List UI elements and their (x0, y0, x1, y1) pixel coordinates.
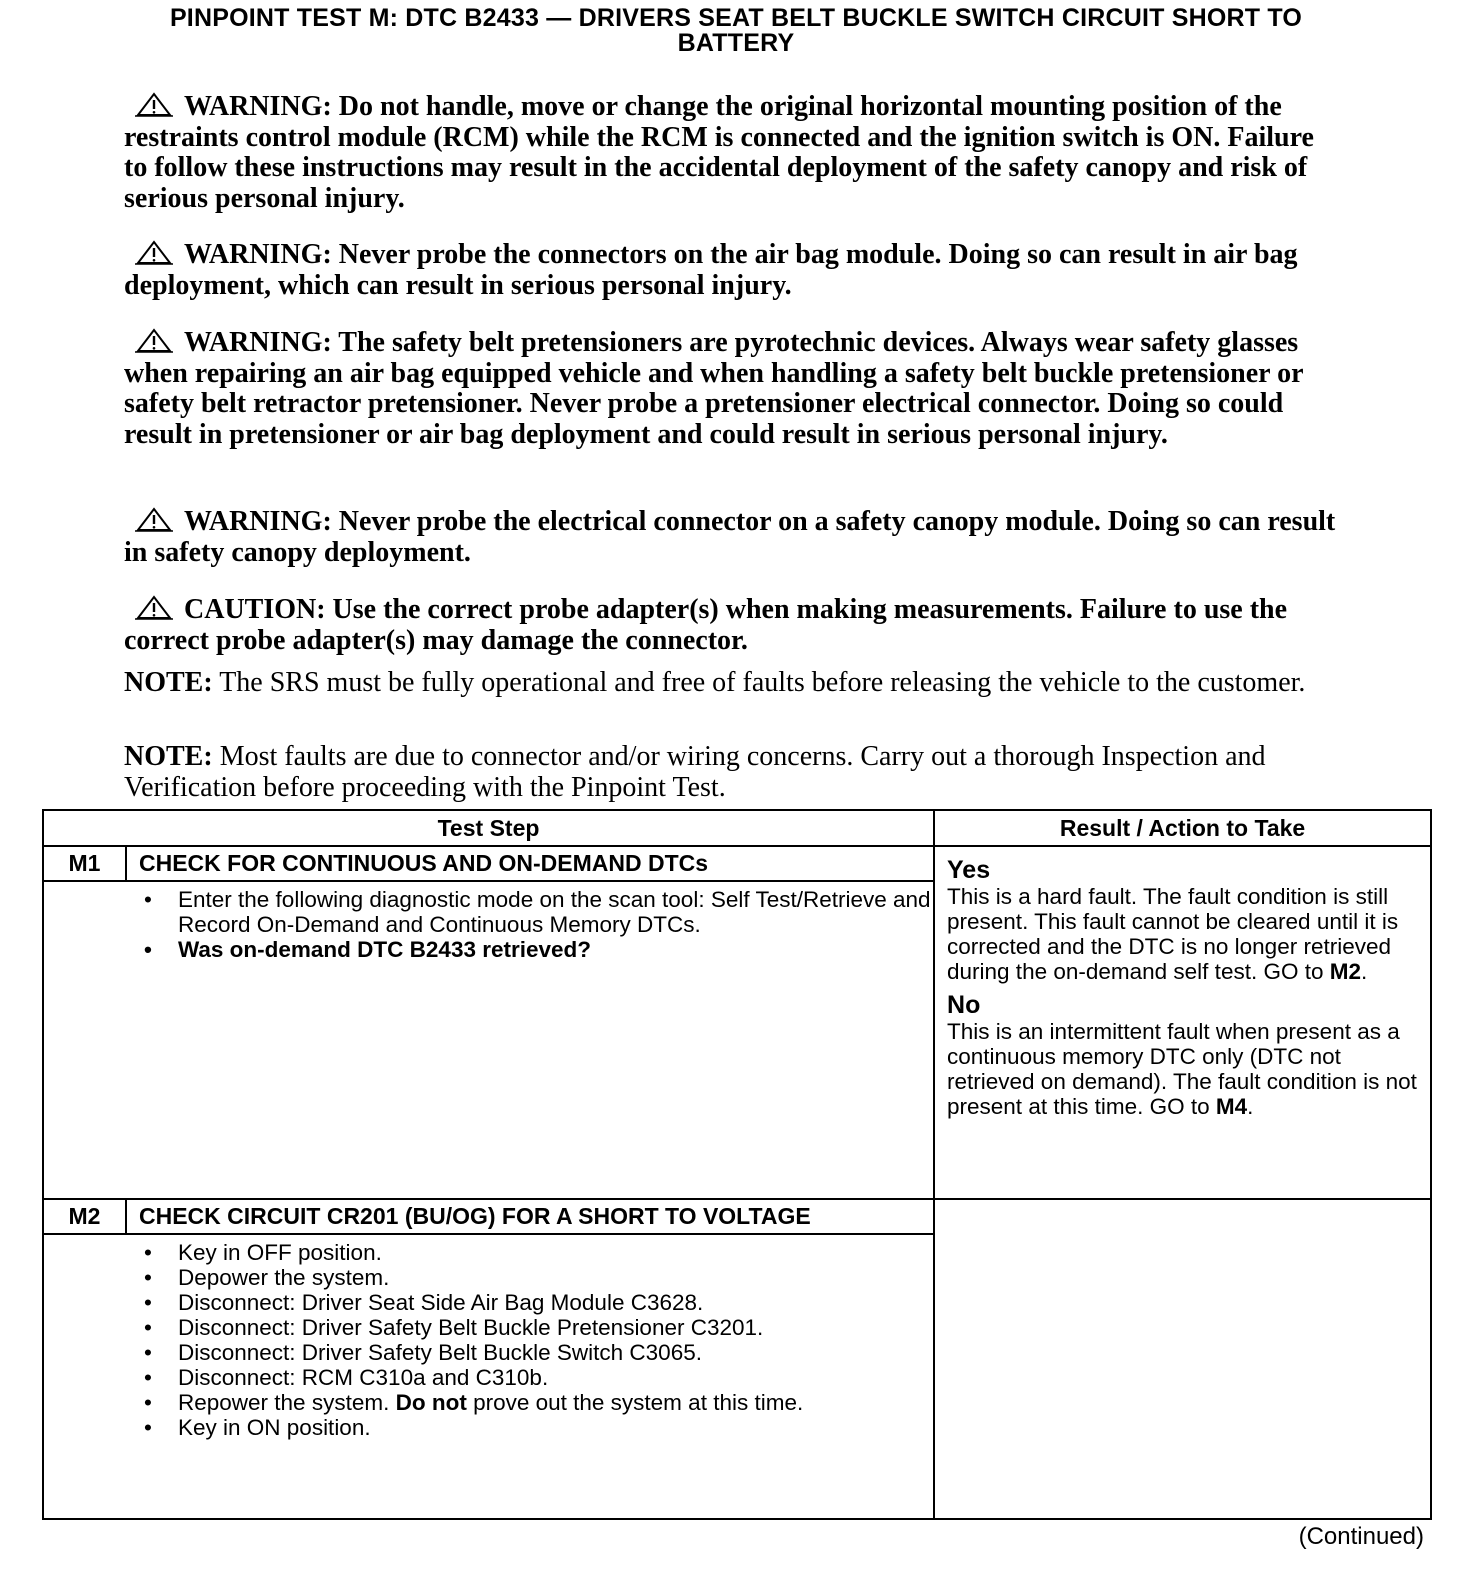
continued-label: (Continued) (1298, 1523, 1424, 1550)
title-line-1: PINPOINT TEST M: DTC B2433 — DRIVERS SEAT BELT BUCKLE SWITCH CIRCUIT SHORT TO (169, 4, 1303, 32)
warning-triangle-icon (134, 239, 174, 265)
step-id-spacer (43, 1234, 126, 1519)
pinpoint-test-table (42, 809, 1432, 1520)
warning-text: WARNING: Never probe the electrical connector on a safety canopy module. Doing so can result in safety canopy deployment. (124, 506, 1336, 568)
note-2 (124, 742, 1364, 803)
warning-triangle-icon (134, 327, 174, 353)
step-m2-body (126, 1234, 934, 1519)
step-id: M2 (43, 1199, 126, 1234)
warning-triangle-icon (134, 91, 174, 117)
warning-triangle-icon (134, 506, 174, 532)
step-title: CHECK CIRCUIT CR201 (BU/OG) FOR A SHORT TO VOLTAGE (126, 1199, 934, 1234)
column-header-result: Result / Action to Take (934, 810, 1431, 846)
caution-text: CAUTION: Use the correct probe adapter(s) when making measurements. Failure to use the correct probe adapter(s) may damage the connector. (124, 594, 1288, 656)
step-m2-bullets (126, 1240, 933, 1440)
caution-1 (124, 594, 1344, 656)
list-item: • Disconnect: Driver Seat Side Air Bag Module C3628. (126, 1290, 933, 1315)
step-m1-bullets (126, 887, 933, 962)
note-1 (124, 668, 1364, 699)
result-yes-label: Yes (947, 856, 991, 884)
warning-3 (124, 327, 1344, 450)
note-text: Most faults are due to connector and/or wiring concerns. Carry out a thorough Inspection and Verification before proceeding with the Pinpoint Test. (124, 741, 1266, 803)
note-text: The SRS must be fully operational and free of faults before releasing the vehicle to the customer. (219, 667, 1306, 698)
warning-text: WARNING: Do not handle, move or change the original horizontal mounting position of the restraints control module (RCM) while the RCM is connected and the ignition switch is ON. Failure to follow these instructions may result in the accidental deployment of the safety canopy and risk of serious personal injury. (124, 91, 1314, 214)
goto-step-link: M2 (1329, 959, 1361, 984)
list-item: • Repower the system. Do not prove out the system at this time. (126, 1390, 933, 1415)
step-id-spacer (43, 881, 126, 1199)
warning-2 (124, 239, 1344, 301)
step-m1-results (934, 846, 1431, 1199)
page-title (60, 6, 1412, 56)
note-label: NOTE: (124, 667, 213, 698)
result-no-text: This is an intermittent fault when present as a continuous memory DTC only (DTC not retrieved on demand). The fault condition is not present at this time. GO to M4. (947, 1019, 1417, 1119)
goto-step-link: M4 (1215, 1094, 1248, 1119)
warning-4 (124, 506, 1344, 568)
warning-text: WARNING: The safety belt pretensioners are pyrotechnic devices. Always wear safety glasses when repairing an air bag equipped vehicle and when handling a safety belt buckle pretensioner or safety belt retractor pretensioner. Never probe a pretensioner electrical connector. Doing so could result in pretensioner or air bag deployment and could result in serious personal injury. (124, 327, 1304, 450)
list-item: • Disconnect: Driver Safety Belt Buckle Switch C3065. (126, 1340, 933, 1365)
step-m1-body (126, 881, 934, 1199)
step-question: • Was on-demand DTC B2433 retrieved? (126, 937, 933, 962)
title-line-2: BATTERY (677, 29, 795, 57)
list-item: • Key in ON position. (126, 1415, 933, 1440)
warning-text: WARNING: Never probe the connectors on the air bag module. Doing so can result in air bag deployment, which can result in serious personal injury. (124, 239, 1298, 301)
column-header-test-step: Test Step (43, 810, 934, 846)
list-item: • Enter the following diagnostic mode on the scan tool: Self Test/Retrieve and Record On-Demand and Continuous Memory DTCs. (126, 887, 933, 937)
step-id: M1 (43, 846, 126, 881)
step-title: CHECK FOR CONTINUOUS AND ON-DEMAND DTCs (126, 846, 934, 881)
result-no-label: No (947, 991, 981, 1019)
list-item: • Disconnect: RCM C310a and C310b. (126, 1365, 933, 1390)
list-item: • Disconnect: Driver Safety Belt Buckle Pretensioner C3201. (126, 1315, 933, 1340)
list-item: • Key in OFF position. (126, 1240, 933, 1265)
result-yes-text: This is a hard fault. The fault condition is still present. This fault cannot be cleared until it is corrected and the DTC is no longer retrieved during the on-demand self test. GO to M2. (947, 884, 1399, 984)
warning-triangle-icon (134, 594, 174, 620)
note-label: NOTE: (124, 741, 213, 772)
step-m2-results (934, 1199, 1431, 1519)
warning-1 (124, 91, 1344, 214)
list-item: • Depower the system. (126, 1265, 933, 1290)
